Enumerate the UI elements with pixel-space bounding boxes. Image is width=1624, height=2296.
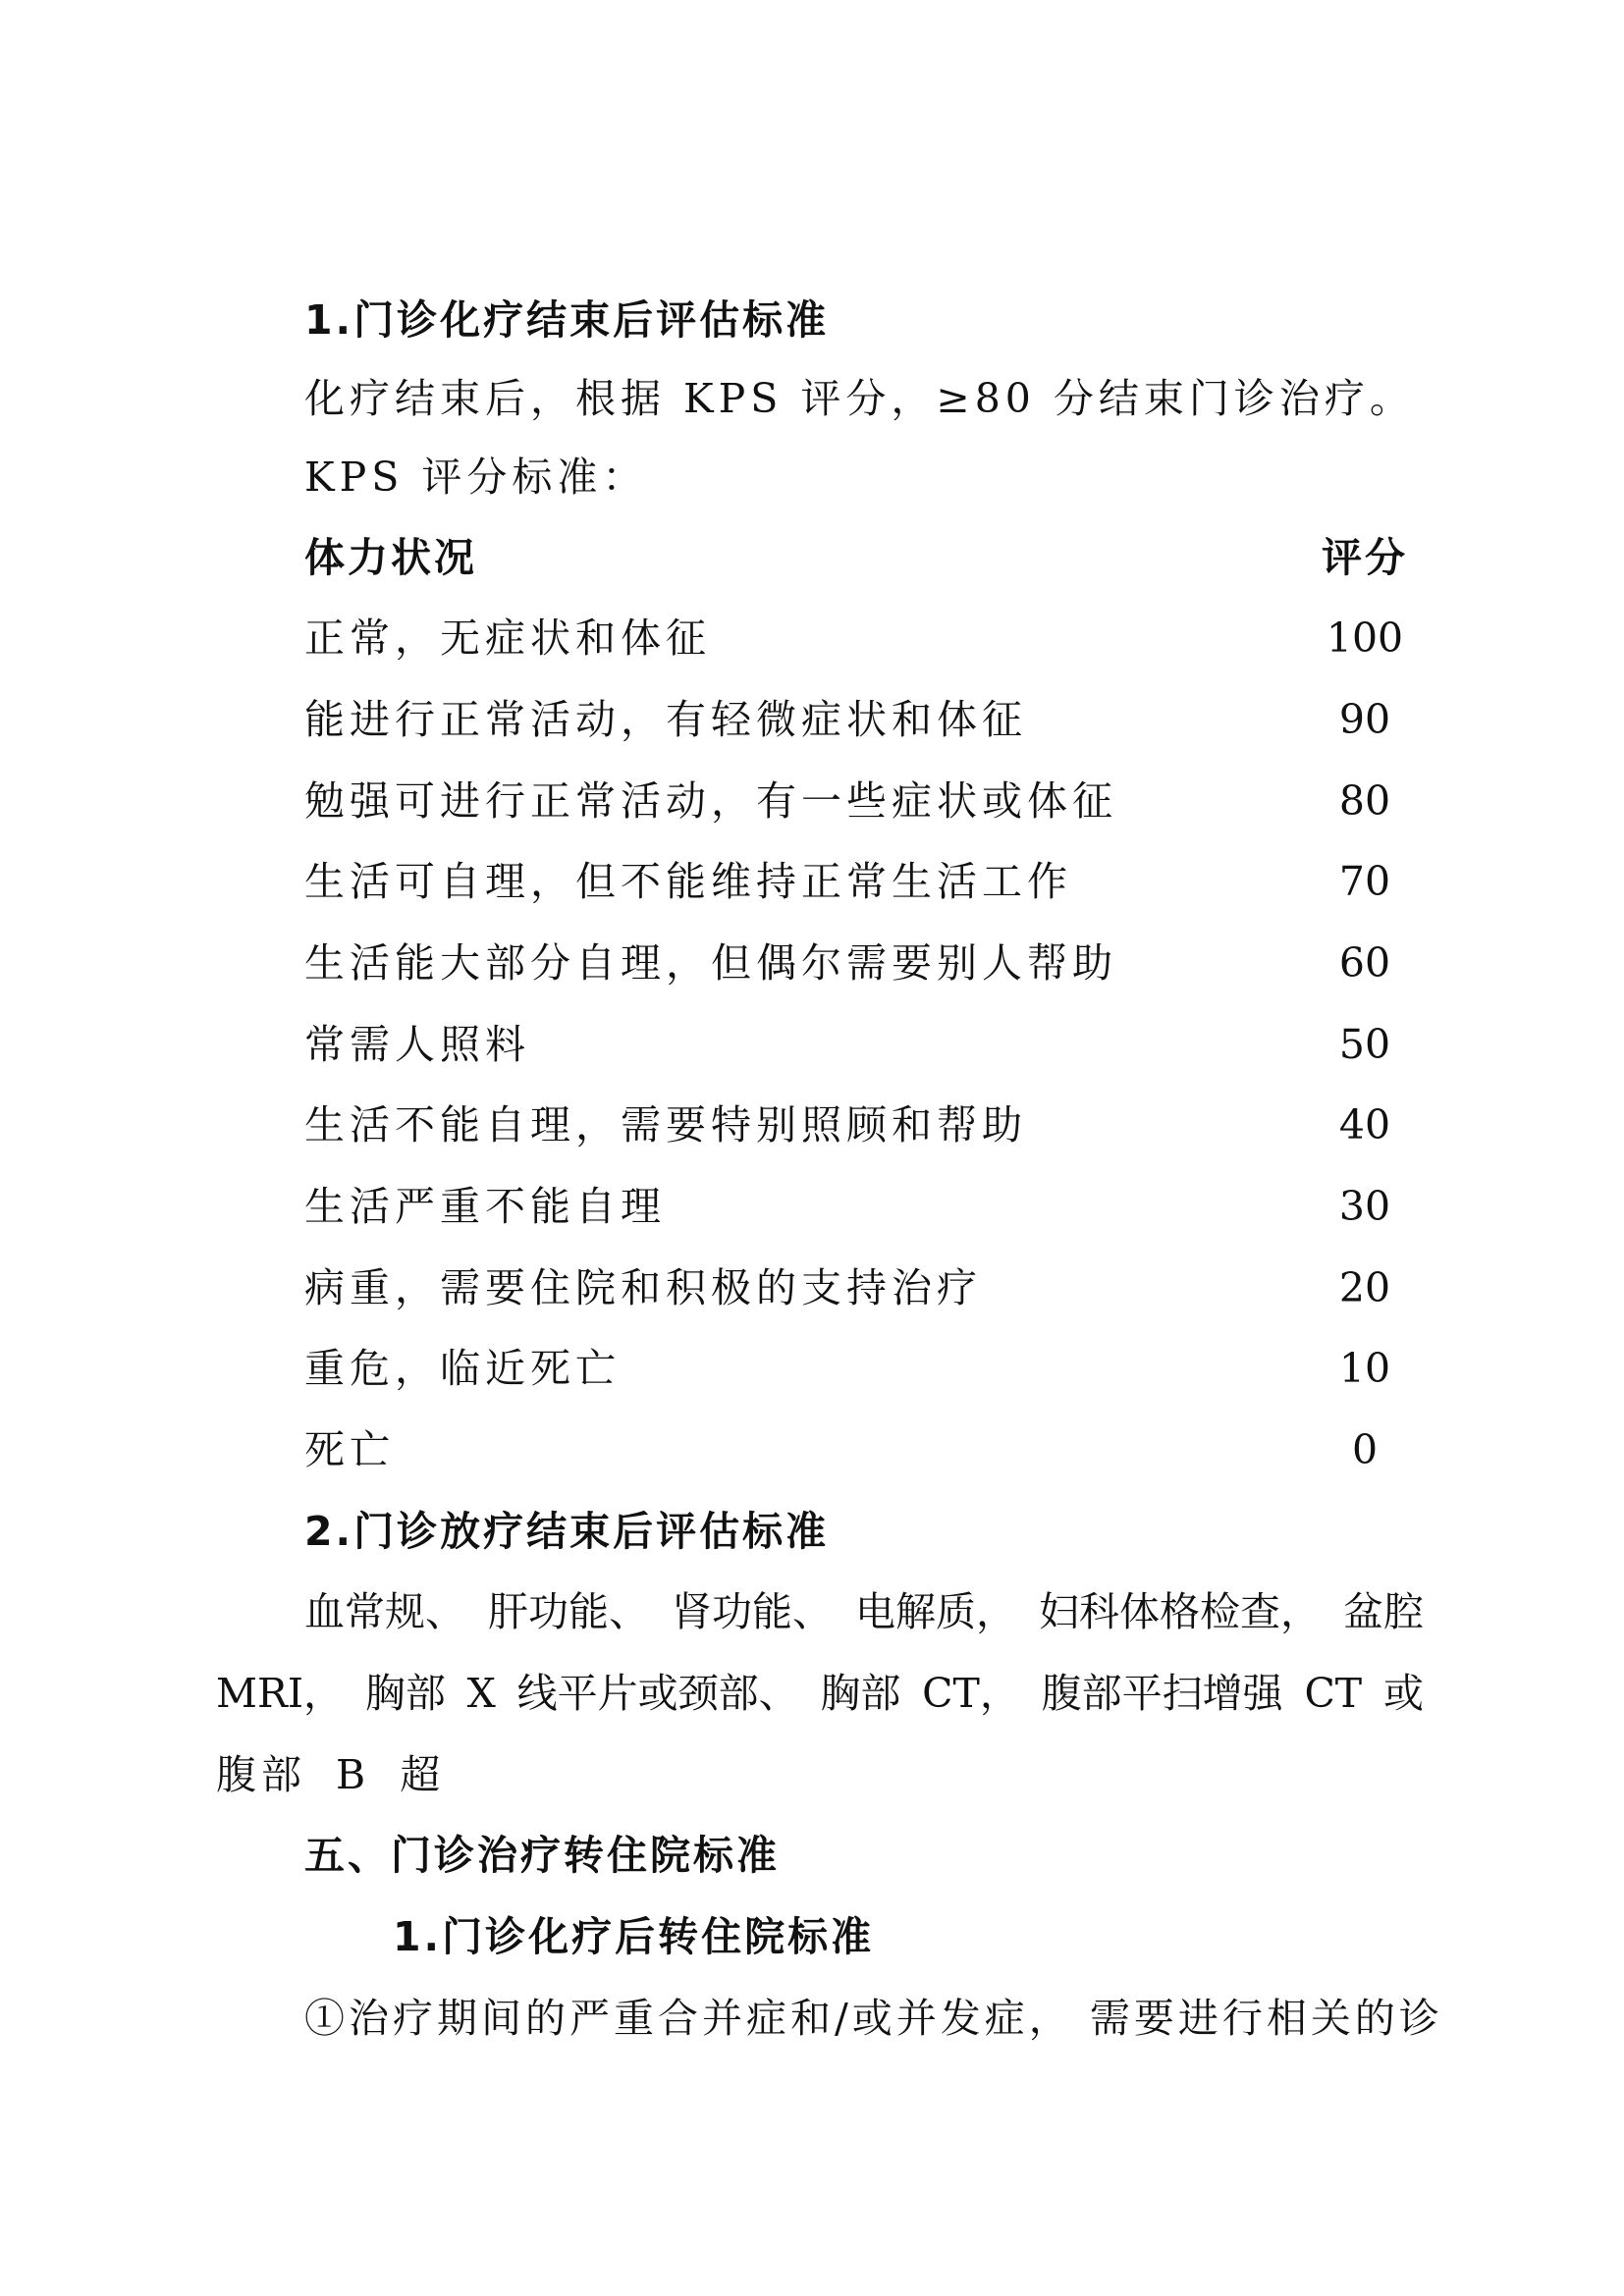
- kps-row-condition: 病重，需要住院和积极的支持治疗: [304, 1264, 982, 1311]
- kps-row-condition: 生活可自理，但不能维持正常生活工作: [304, 858, 1072, 905]
- kps-row-score: 30: [1338, 1183, 1391, 1230]
- kps-header-condition: 体力状况: [304, 534, 477, 581]
- text-fragment: 腹部平扫增强: [1041, 1670, 1283, 1717]
- sub-heading-chemo-admission: 1.门诊化疗后转住院标准: [393, 1913, 875, 1960]
- kps-row-score: 60: [1338, 939, 1391, 987]
- text-fragment: 血常规、: [304, 1588, 465, 1635]
- kps-row-score: 0: [1351, 1426, 1379, 1473]
- kps-row-condition: 死亡: [304, 1426, 395, 1473]
- kps-row-condition: 生活能大部分自理，但偶尔需要别人帮助: [304, 939, 1117, 987]
- text-fragment: CT，: [922, 1670, 1020, 1717]
- kps-row-condition: 生活不能自理，需要特别照顾和帮助: [304, 1101, 1027, 1148]
- kps-row-condition: 生活严重不能自理: [304, 1183, 666, 1230]
- text-fragment: 妇科体格检查，: [1039, 1588, 1321, 1635]
- kps-row-score: 50: [1338, 1021, 1391, 1068]
- kps-row-score: 40: [1338, 1101, 1391, 1148]
- kps-row-condition: 正常，无症状和体征: [304, 614, 711, 662]
- admission-item-1: ①治疗期间的严重合并症和/或并发症， 需要进行相关的诊: [304, 1995, 1443, 2042]
- section-heading-radio-eval: 2.门诊放疗结束后评估标准: [304, 1508, 830, 1555]
- kps-row-condition: 勉强可进行正常活动，有一些症状或体征: [304, 777, 1117, 825]
- radio-eval-para-line3: 腹部 B 超: [216, 1751, 446, 1798]
- kps-row-score: 70: [1338, 858, 1391, 905]
- text-fragment: X: [466, 1670, 496, 1717]
- text-fragment: 或: [1382, 1670, 1424, 1717]
- kps-row-score: 100: [1326, 614, 1404, 662]
- kps-header-score: 评分: [1322, 534, 1408, 581]
- kps-row-score: 20: [1338, 1264, 1391, 1311]
- section-heading-chemo-eval: 1.门诊化疗结束后评估标准: [304, 296, 830, 344]
- text-fragment: 盆腔: [1343, 1588, 1424, 1635]
- kps-row-score: 10: [1338, 1345, 1391, 1392]
- text-fragment: 胸部: [820, 1670, 901, 1717]
- kps-label: KPS 评分标准：: [304, 454, 648, 501]
- text-fragment: CT: [1304, 1670, 1363, 1717]
- kps-row-condition: 能进行正常活动，有轻微症状和体征: [304, 696, 1027, 743]
- kps-row-score: 80: [1338, 777, 1391, 825]
- radio-eval-para-line2: [216, 1664, 1424, 1723]
- text-fragment: 胸部: [364, 1670, 446, 1717]
- text-fragment: 肝功能、: [488, 1588, 649, 1635]
- chemo-eval-text: 化疗结束后，根据 KPS 评分，≥80 分结束门诊治疗。: [304, 375, 1415, 422]
- kps-row-score: 90: [1338, 696, 1391, 743]
- section-heading-five: 五、门诊治疗转住院标准: [304, 1832, 780, 1879]
- text-fragment: 肾功能、: [672, 1588, 833, 1635]
- text-fragment: 电解质，: [855, 1588, 1016, 1635]
- kps-row-condition: 重危，临近死亡: [304, 1345, 621, 1392]
- radio-eval-para-line1: [304, 1582, 1424, 1641]
- text-fragment: MRI，: [216, 1670, 345, 1717]
- kps-row-condition: 常需人照料: [304, 1021, 530, 1068]
- text-fragment: 线平片或颈部、: [516, 1670, 799, 1717]
